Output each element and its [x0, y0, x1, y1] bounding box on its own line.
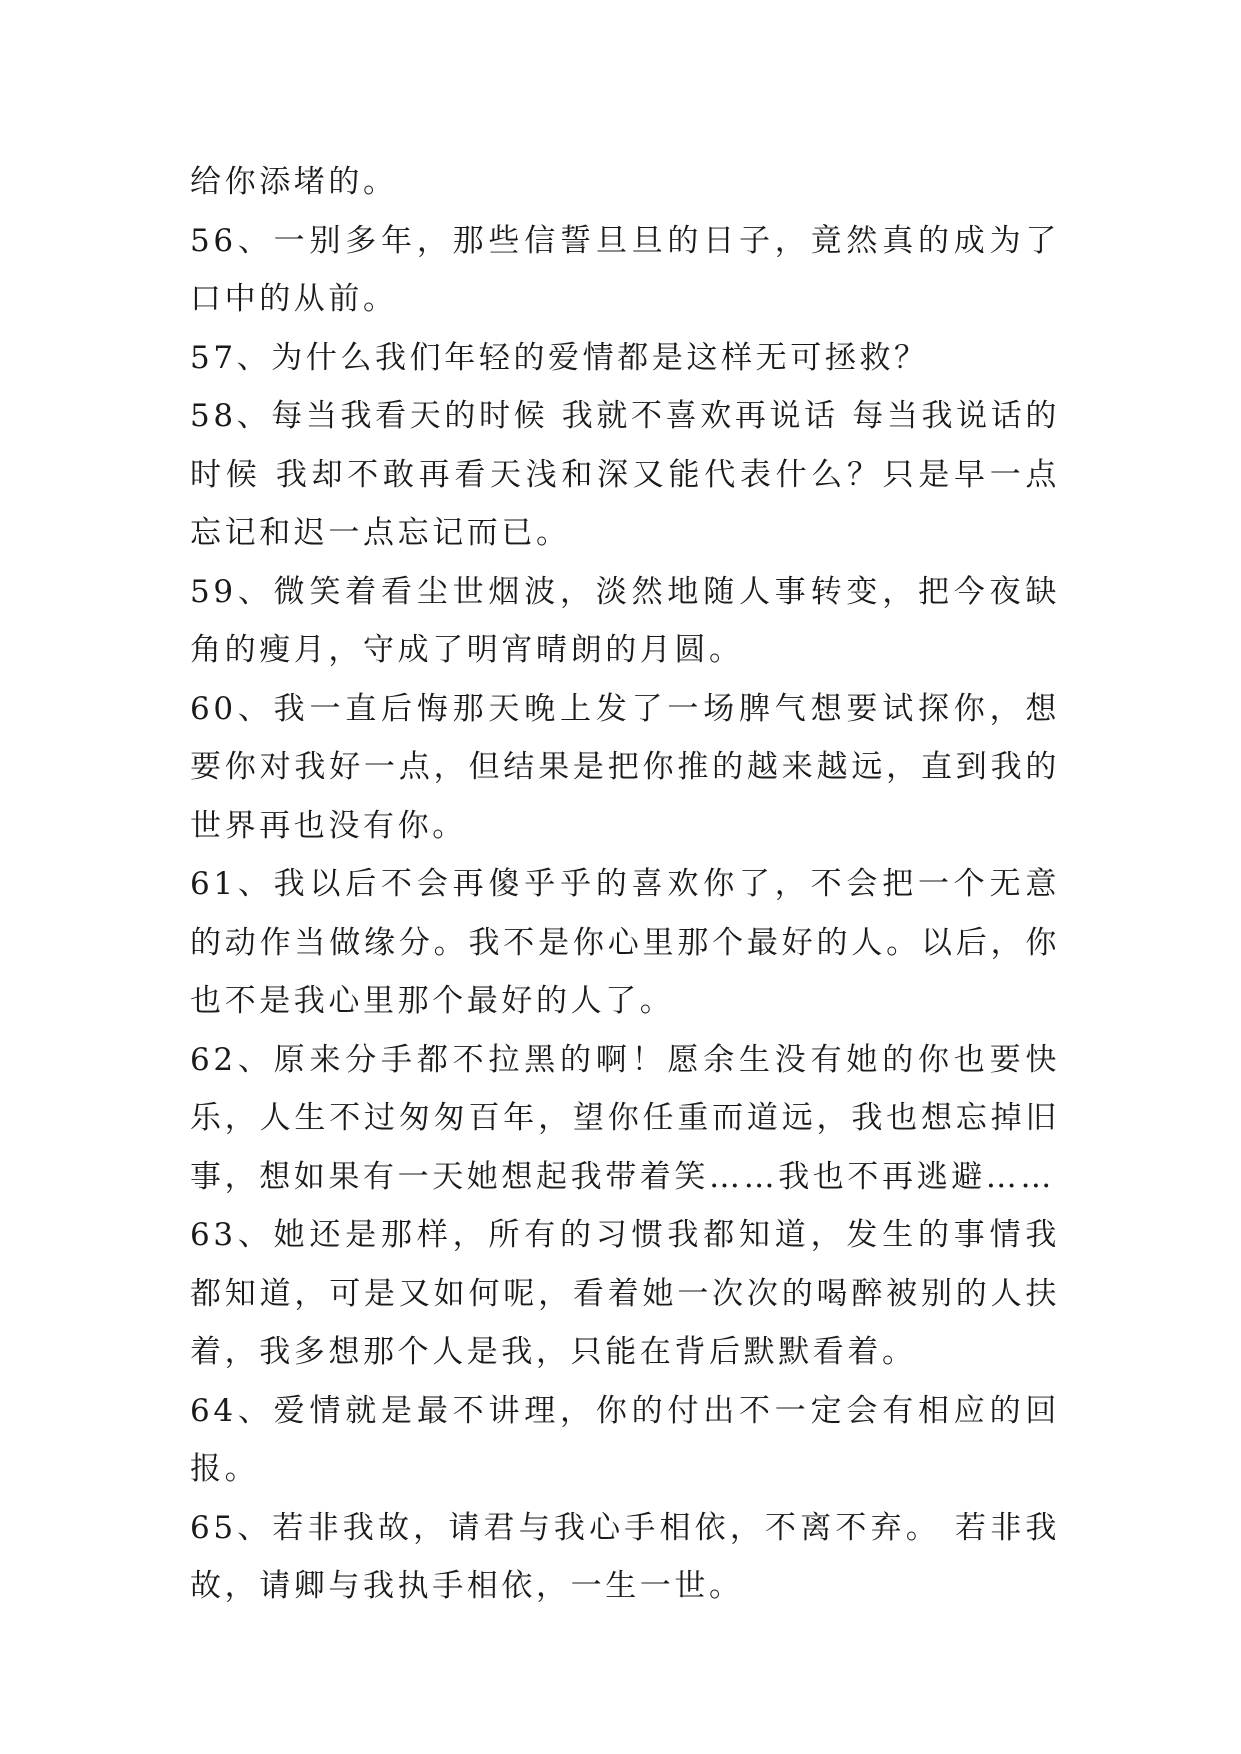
paragraph: 63、她还是那样，所有的习惯我都知道，发生的事情我都知道，可是又如何呢，看着她一次次的喝醉被别的人扶着，我多想那个人是我，只能在背后默默看着。: [190, 1217, 1060, 1370]
paragraph: 59、微笑着看尘世烟波，淡然地随人事转变，把今夜缺角的瘦月，守成了明宵晴朗的月圆。: [190, 573, 1060, 668]
paragraph: 61、我以后不会再傻乎乎的喜欢你了，不会把一个无意的动作当做缘分。我不是你心里那个最好的人。以后，你也不是我心里那个最好的人了。: [190, 866, 1060, 1019]
paragraph: 56、一别多年，那些信誓旦旦的日子，竟然真的成为了口中的从前。: [190, 222, 1060, 317]
paragraph: 58、每当我看天的时候 我就不喜欢再说话 每当我说话的时候 我却不敢再看天浅和深又能代表什么？只是早一点忘记和迟一点忘记而已。: [190, 398, 1060, 551]
body-text: [190, 153, 1060, 1616]
paragraph: 给你添堵的。: [190, 164, 398, 200]
paragraph: 60、我一直后悔那天晚上发了一场脾气想要试探你，想要你对我好一点，但结果是把你推的越来越远，直到我的世界再也没有你。: [190, 690, 1060, 844]
paragraph: 57、为什么我们年轻的爱情都是这样无可拯救？: [190, 339, 929, 376]
paragraph: 64、爱情就是最不讲理，你的付出不一定会有相应的回报。: [190, 1392, 1060, 1487]
paragraph: 62、原来分手都不拉黑的啊！愿余生没有她的你也要快乐，人生不过匆匆百年，望你任重而道远，我也想忘掉旧事，想如果有一天她想起我带着笑……我也不再逃避……: [190, 1041, 1060, 1195]
paragraph: 65、若非我故，请君与我心手相依，不离不弃。 若非我故，请卿与我执手相依，一生一世。: [190, 1509, 1060, 1604]
